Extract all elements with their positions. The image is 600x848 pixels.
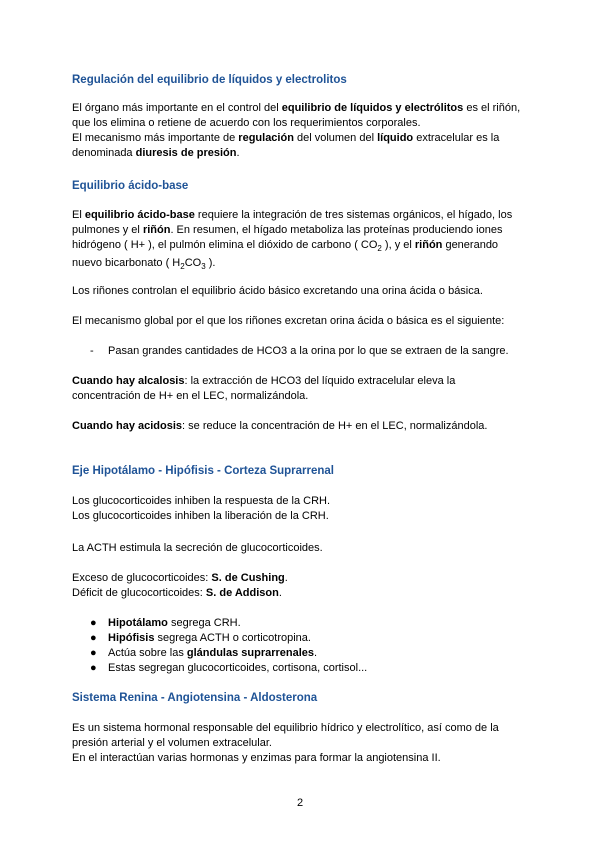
heading-equilibrio-acido-base: Equilibrio ácido-base	[72, 180, 189, 192]
paragraph-glucocorticoides-inhiben: Los glucocorticoides inhiben la respuesta de la CRH. Los glucocorticoides inhiben la liberación de la CRH.	[72, 495, 331, 522]
bullet-marker: ●	[90, 662, 97, 674]
list-item: ● Actúa sobre las glándulas suprarrenales.	[72, 646, 542, 661]
list-item: - Pasan grandes cantidades de HCO3 a la orina por lo que se extraen de la sangre.	[72, 344, 542, 359]
bullet-list	[72, 616, 542, 676]
paragraph-mecanismo-global: El mecanismo global por el que los riñones excretan orina ácida o básica es el siguiente:	[72, 315, 505, 327]
list-item: ● Hipófisis segrega ACTH o corticotropina.	[72, 631, 542, 646]
paragraph-organo-importante: El órgano más importante en el control del equilibrio de líquidos y electrólitos es el riñón, que los elimina o retiene de acuerdo con los requerimientos corporales. El mecanismo más importante de regulación del volumen del líquido extracelular es la denominada diuresis de presión.	[72, 102, 521, 159]
page-number: 2	[296, 797, 304, 809]
dash-list	[72, 344, 542, 359]
paragraph-sistema-hormonal: Es un sistema hormonal responsable del equilibrio hídrico y electrolítico, así como de la presión arterial y el volumen extracelular. En el interactúan varias hormonas y enzimas para formar la angiotensina II.	[72, 722, 499, 764]
bullet-marker: ●	[90, 632, 97, 644]
bullet-marker: ●	[90, 647, 97, 659]
paragraph-exceso-deficit: Exceso de glucocorticoides: S. de Cushing. Déficit de glucocorticoides: S. de Addison.	[72, 572, 288, 599]
dash-marker: -	[90, 345, 94, 357]
list-item: ● Hipotálamo segrega CRH.	[72, 616, 542, 631]
paragraph-acth: La ACTH estimula la secreción de glucocorticoides.	[72, 542, 323, 554]
paragraph-alcalosis: Cuando hay alcalosis: la extracción de HCO3 del líquido extracelular eleva la concentración de H+ en el LEC, normalizándola.	[72, 375, 456, 402]
list-item: ● Estas segregan glucocorticoides, cortisona, cortisol...	[72, 661, 542, 676]
paragraph-rinones-controlan: Los riñones controlan el equilibrio ácido básico excretando una orina ácida o básica.	[72, 285, 483, 297]
heading-eje-hipotalamo: Eje Hipotálamo - Hipófisis - Corteza Suprarrenal	[72, 465, 334, 477]
heading-regulacion-liquidos: Regulación del equilibrio de líquidos y electrolitos	[72, 74, 347, 86]
paragraph-equilibrio-acido-base: El equilibrio ácido-base requiere la integración de tres sistemas orgánicos, el hígado, los pulmones y el riñón. En resumen, el hígado metaboliza las proteínas produciendo iones hidrógeno ( H+ ), el pulmón elimina el dióxido de carbono ( $CO_2$ ), y el riñón generando nuevo bicarbonato ( $H_2CO_3$ ).	[72, 209, 513, 272]
paragraph-acidosis: Cuando hay acidosis: se reduce la concentración de H+ en el LEC, normalizándola.	[72, 420, 488, 432]
bullet-marker: ●	[90, 617, 97, 629]
heading-sistema-renina: Sistema Renina - Angiotensina - Aldosterona	[72, 692, 318, 704]
